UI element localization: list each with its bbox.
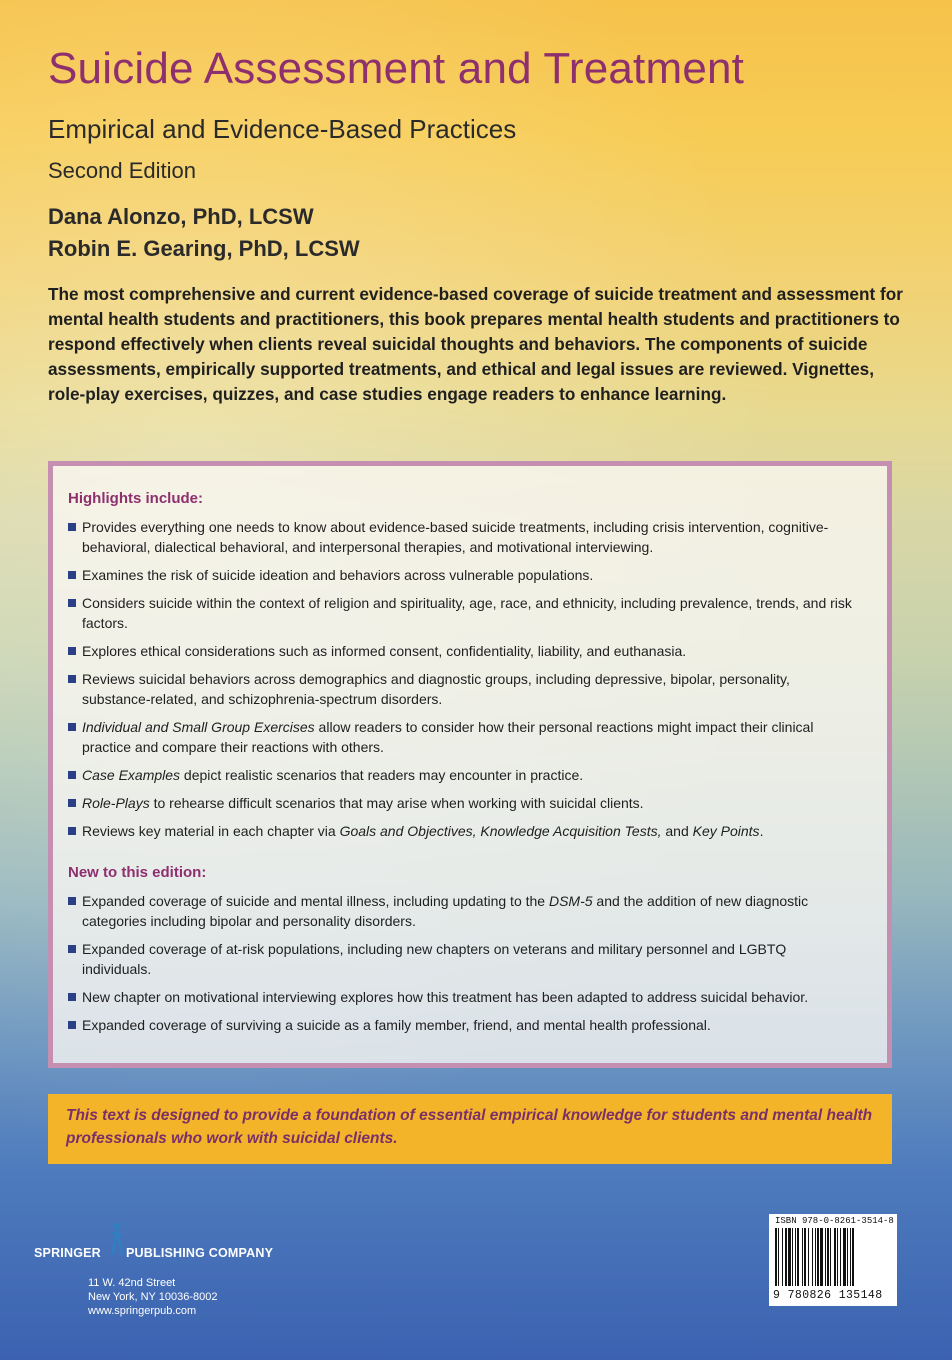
list-item: Individual and Small Group Exercises allow readers to consider how their personal reactions might impact their clinical practice and compare their reactions with others. xyxy=(68,717,858,757)
isbn-label: ISBN 978-0-8261-3514-8 xyxy=(775,1216,894,1226)
list-item: Expanded coverage of at-risk populations, including new chapters on veterans and military personnel and LGBTQ individuals. xyxy=(68,939,858,979)
address-street: 11 W. 42nd Street xyxy=(88,1277,176,1289)
publisher-name-left: SPRINGER xyxy=(34,1246,101,1260)
summary-banner xyxy=(48,1094,892,1164)
list-item: Explores ethical considerations such as informed consent, confidentiality, liability, and euthanasia. xyxy=(68,641,858,661)
list-item: New chapter on motivational interviewing explores how this treatment has been adapted to address suicidal behavior. xyxy=(68,987,858,1007)
list-item: Expanded coverage of surviving a suicide as a family member, friend, and mental health professional. xyxy=(68,1015,858,1035)
square-bullet-icon xyxy=(68,945,76,953)
square-bullet-icon xyxy=(68,599,76,607)
square-bullet-icon xyxy=(68,723,76,731)
book-title: Suicide Assessment and Treatment xyxy=(48,44,745,93)
isbn-barcode xyxy=(769,1214,897,1306)
list-item: Considers suicide within the context of religion and spirituality, age, race, and ethnicity, including prevalence, trends, and risk factors. xyxy=(68,593,858,633)
list-item: Case Examples depict realistic scenarios that readers may encounter in practice. xyxy=(68,765,858,785)
square-bullet-icon xyxy=(68,771,76,779)
square-bullet-icon xyxy=(68,993,76,1001)
list-item: Examines the risk of suicide ideation and behaviors across vulnerable populations. xyxy=(68,565,858,585)
list-item: Reviews key material in each chapter via Goals and Objectives, Knowledge Acquisition Tests, and Key Points. xyxy=(68,821,858,841)
square-bullet-icon xyxy=(68,647,76,655)
square-bullet-icon xyxy=(68,827,76,835)
new-edition-list xyxy=(68,891,858,1043)
author-1: Dana Alonzo, PhD, LCSW xyxy=(48,204,314,229)
square-bullet-icon xyxy=(68,897,76,905)
publisher-name-right: PUBLISHING COMPANY xyxy=(126,1246,274,1260)
book-description: The most comprehensive and current evidence-based coverage of suicide treatment and assessment for mental health students and practitioners, this book prepares mental health students and practitioners to respond effectively when clients reveal suicidal thoughts and behaviors. The components of suicide assessments, empirically supported treatments, and ethical and legal issues are reviewed. Vignettes, role-play exercises, quizzes, and case studies engage readers to enhance learning. xyxy=(48,284,903,404)
square-bullet-icon xyxy=(68,523,76,531)
list-item: Provides everything one needs to know about evidence-based suicide treatments, including crisis intervention, cognitive-behavioral, dialectical behavioral, and interpersonal therapies, and motivational interviewing. xyxy=(68,517,858,557)
ean-number: 9 780826 135148 xyxy=(773,1289,883,1302)
edition-label: Second Edition xyxy=(48,158,196,183)
square-bullet-icon xyxy=(68,675,76,683)
publisher-website: www.springerpub.com xyxy=(88,1305,197,1317)
square-bullet-icon xyxy=(68,571,76,579)
square-bullet-icon xyxy=(68,799,76,807)
barcode-bars-icon xyxy=(773,1228,893,1288)
book-subtitle: Empirical and Evidence-Based Practices xyxy=(48,114,517,144)
publisher-logo xyxy=(34,1222,284,1262)
square-bullet-icon xyxy=(68,1021,76,1029)
new-edition-heading: New to this edition: xyxy=(68,864,207,881)
summary-text: This text is designed to provide a foundation of essential empirical knowledge for students and mental health professionals who work with suicidal clients. xyxy=(66,1107,873,1147)
address-city: New York, NY 10036-8002 xyxy=(88,1291,218,1303)
author-2: Robin E. Gearing, PhD, LCSW xyxy=(48,236,360,261)
highlights-box xyxy=(48,461,892,1068)
highlights-list xyxy=(68,517,858,849)
list-item: Reviews suicidal behaviors across demographics and diagnostic groups, including depressive, bipolar, personality, substance-related, and schizophrenia-spectrum disorders. xyxy=(68,669,858,709)
list-item: Expanded coverage of suicide and mental illness, including updating to the DSM-5 and the addition of new diagnostic categories including bipolar and personality disorders. xyxy=(68,891,858,931)
jumping-figure-icon xyxy=(110,1222,124,1256)
publisher-address xyxy=(88,1276,217,1318)
list-item: Role-Plays to rehearse difficult scenarios that may arise when working with suicidal clients. xyxy=(68,793,858,813)
highlights-heading: Highlights include: xyxy=(68,490,203,507)
